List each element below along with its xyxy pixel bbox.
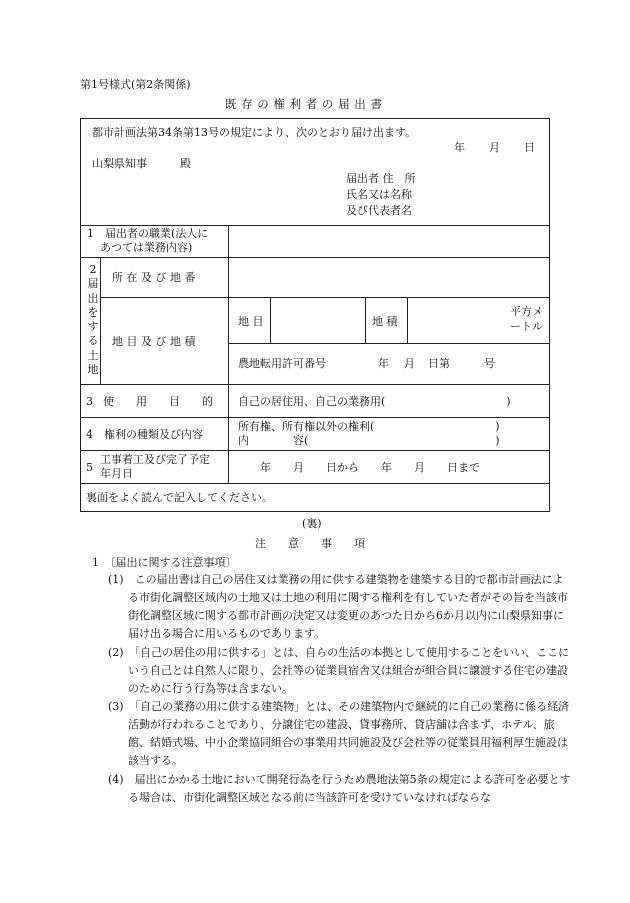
row-divider (80, 257, 550, 258)
chiseki-label: 地 積 (372, 315, 398, 328)
rights-content: 内 容( ) (238, 434, 500, 447)
permit-month: 月 (404, 357, 415, 370)
column-divider (365, 297, 366, 343)
row-divider (80, 384, 550, 385)
note-text: 届出にかかる土地において開発行為を行うため農地法第5条の規定による許可を必要とする場合は、市街化調整区域となる前に当該許可を受けていなければならな (128, 773, 571, 804)
occupation-label-2: あつては業務内容) (100, 241, 193, 254)
date-year: 年 (454, 141, 465, 154)
applicant-rep-label: 及び代表者名 (346, 204, 412, 217)
notes-title: 注 意 事 項 (255, 537, 365, 550)
chimoku-label: 地 目 (238, 315, 264, 328)
row-divider (228, 343, 550, 344)
note-number: (2) (108, 646, 124, 659)
permit-number-suffix: 号 (484, 357, 495, 370)
note-item (102, 771, 574, 807)
note-item (102, 571, 574, 643)
addressee: 山梨県知事 殿 (92, 157, 191, 170)
schedule-number: 5 (86, 461, 93, 474)
note-number: (4) (108, 773, 124, 786)
note-number: (1) (108, 573, 124, 586)
purpose-value: 自己の居住用、自己の業務用( ) (238, 395, 511, 408)
note-item (102, 644, 574, 698)
schedule-label: 工事着工及び完了予定 (100, 453, 210, 466)
applicant-address-label: 届出者 住 所 (346, 172, 416, 185)
row-divider (80, 450, 550, 451)
row-divider (80, 417, 550, 418)
permit-number-label: 農地転用許可番号 (238, 357, 326, 370)
rights-value: 所有権、所有権以外の権利( ) (238, 420, 500, 433)
column-divider (270, 297, 271, 343)
row-divider (100, 297, 550, 298)
purpose-label: 使 用 目 的 (103, 395, 213, 408)
area-unit-2: ートル (510, 320, 543, 333)
back-label: (裏) (302, 517, 322, 530)
row-divider (80, 483, 550, 484)
section-heading: 1 〔届出に関する注意事項〕 (92, 556, 237, 569)
applicant-name-label: 氏名又は名称 (346, 188, 412, 201)
page-title: 既 存 の 権 利 者 の 届 出 書 (225, 97, 383, 111)
area-unit: 平方メ (510, 305, 543, 318)
note-text: 「自己の業務の用に供する建築物」とは、その建築物内で継続的に自己の業務に係る経済活動が行われることであり、分譲住宅の建設、貸事務所、貸店舗は含まず、ホテル、旅館、結婚式場、中小企業協同組合の事業用共同施設及び会社等の従業員用福利厚生施設は該当する。 (128, 700, 570, 767)
rights-label: 4 権利の種類及び内容 (86, 428, 203, 441)
purpose-number: 3 (86, 395, 93, 408)
permit-year: 年 (378, 357, 389, 370)
date-month: 月 (489, 141, 500, 154)
form-number: 第1号様式(第2条関係) (80, 78, 191, 91)
footer-note: 裏面をよく読んで記入してください。 (86, 491, 273, 504)
statement: 都市計画法第34条第13号の規定により、次のとおり届け出ます。 (92, 126, 417, 139)
land-group-label: 2届出をする土地 (87, 263, 99, 377)
column-divider (228, 225, 229, 483)
permit-day: 日第 (428, 357, 450, 370)
date-day: 日 (524, 141, 535, 154)
column-divider (407, 297, 408, 343)
land-category-label: 地 目 及 び 地 積 (112, 335, 196, 348)
occupation-label: 1 届出者の職業(法人に (87, 227, 209, 240)
note-number: (3) (108, 700, 124, 713)
schedule-label-2: 年月日 (100, 467, 133, 480)
schedule-value: 年 月 日から 年 月 日まで (260, 461, 480, 474)
location-label: 所 在 及 び 地 番 (112, 271, 196, 284)
row-divider (80, 225, 550, 226)
note-text: 「自己の居住の用に供する」とは、自らの生活の本拠として使用することをいい、ここにいう自己とは自然人に限り、会社等の従業員宿舎又は組合が組合員に譲渡する住宅の建設のために行う行為等は含まない。 (128, 646, 570, 695)
note-item (102, 698, 574, 770)
note-text: この届出書は自己の居住又は業務の用に供する建築物を建築する目的で都市計画法による市街化調整区域内の土地又は土地の利用に関する権利を有していた者がその旨を当該市街化調整区域に関する都市計画の決定又は変更のあつた日から6か月以内に山梨県知事に届け出る場合に用いるものであります。 (128, 573, 568, 640)
column-divider (100, 257, 101, 384)
